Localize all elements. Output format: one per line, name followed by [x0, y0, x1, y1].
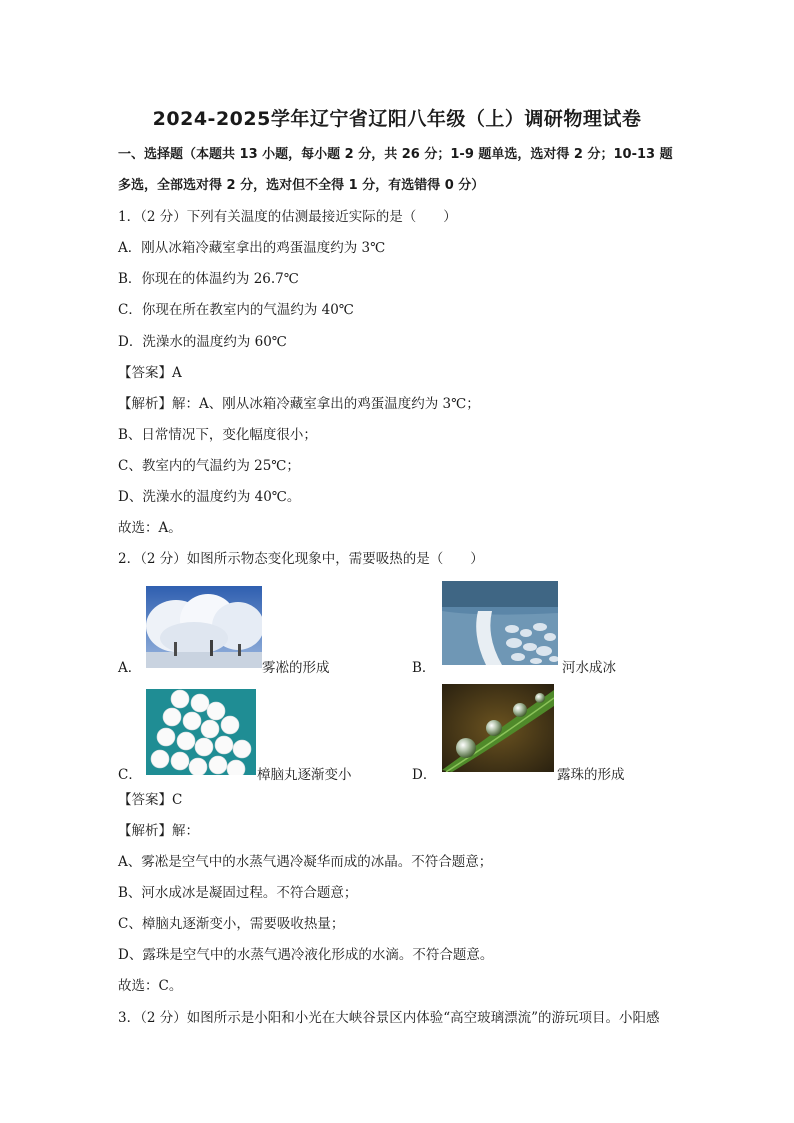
q2-option-c-text: 樟脑丸逐渐变小: [257, 767, 352, 783]
q1-option-a: A．刚从冰箱冷藏室拿出的鸡蛋温度约为 3℃: [118, 240, 386, 256]
q1-stem: 1．（2 分）下列有关温度的估测最接近实际的是（ ）: [118, 209, 457, 225]
q2-stem: 2．（2 分）如图所示物态变化现象中，需要吸热的是（ ）: [118, 551, 484, 567]
q2-analysis-line: B、河水成冰是凝固过程。不符合题意；: [118, 885, 358, 901]
page-title: 2024-2025学年辽宁省辽阳八年级（上）调研物理试卷: [152, 108, 642, 130]
q1-analysis-line: 【解析】解：A、刚从冰箱冷藏室拿出的鸡蛋温度约为 3℃；: [118, 396, 480, 412]
q1-conclusion: 故选：A。: [118, 520, 182, 536]
q2-analysis-line: 【解析】解：: [118, 823, 199, 839]
camphor-balls-photo: [146, 689, 256, 775]
q2-analysis-line: C、樟脑丸逐渐变小，需要吸收热量；: [118, 916, 345, 932]
q2-answer: 【答案】C: [118, 792, 183, 808]
q2-option-d-letter: D．: [412, 767, 437, 783]
q2-option-a-text: 雾凇的形成: [262, 660, 330, 676]
q2-analysis-line: D、露珠是空气中的水蒸气遇冷液化形成的水滴。不符合题意。: [118, 947, 494, 963]
q2-conclusion: 故选：C。: [118, 978, 183, 994]
q1-analysis-line: B、日常情况下，变化幅度很小；: [118, 427, 317, 443]
q1-answer: 【答案】A: [118, 365, 182, 381]
dew-drops-photo: [442, 684, 554, 772]
q1-analysis-line: D、洗澡水的温度约为 40℃。: [118, 489, 301, 505]
q2-option-c-letter: C．: [118, 767, 142, 783]
q2-option-b-letter: B．: [412, 660, 436, 676]
section-heading-line1: 一、选择题（本题共 13 小题，每小题 2 分，共 26 分；1-9 题单选，选对得 2 分；10-13 题: [118, 147, 673, 162]
q2-option-d-text: 露珠的形成: [557, 767, 625, 783]
river-ice-photo: [442, 581, 558, 665]
q2-analysis-line: A、雾凇是空气中的水蒸气遇冷凝华而成的冰晶。不符合题意；: [118, 854, 493, 870]
rime-photo: [146, 586, 262, 668]
q3-stem: 3．（2 分）如图所示是小阳和小光在大峡谷景区内体验“高空玻璃漂流”的游玩项目。小阳感: [118, 1010, 660, 1026]
q2-option-a-letter: A．: [118, 660, 142, 676]
q1-analysis-line: C、教室内的气温约为 25℃；: [118, 458, 300, 474]
q1-option-d: D．洗澡水的温度约为 60℃: [118, 334, 287, 350]
q1-option-b: B．你现在的体温约为 26.7℃: [118, 271, 299, 287]
section-heading-line2: 多选，全部选对得 2 分，选对但不全得 1 分，有选错得 0 分）: [118, 178, 485, 193]
q2-option-b-text: 河水成冰: [562, 660, 616, 676]
q1-option-c: C．你现在所在教室内的气温约为 40℃: [118, 302, 354, 318]
